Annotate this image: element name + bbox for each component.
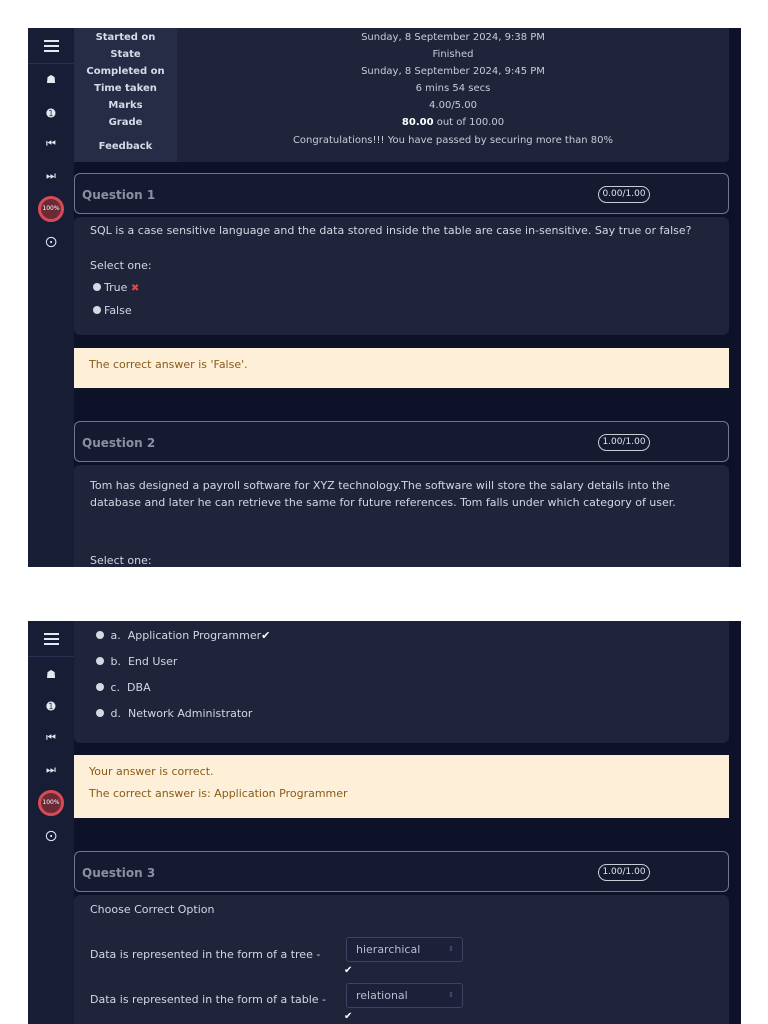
- answer-option[interactable]: a. Application Programmer✔: [96, 629, 270, 643]
- answer-select[interactable]: relational ⇕: [346, 983, 463, 1008]
- select-label: Select one:: [90, 259, 152, 272]
- progress-badge[interactable]: 100%: [38, 196, 64, 222]
- question-body: [74, 465, 729, 567]
- screenshot-top: [28, 28, 741, 567]
- select-label: Select one:: [90, 554, 152, 567]
- answer-option[interactable]: d. Network Administrator: [96, 707, 252, 721]
- radio-button[interactable]: [93, 283, 101, 291]
- question-header: [74, 421, 729, 462]
- cross-icon: ✖: [130, 283, 140, 294]
- question-text: SQL is a case sensitive language and the data stored inside the table are case in-sensitive. Say true or false?: [90, 224, 692, 237]
- answer-option[interactable]: False: [93, 304, 132, 318]
- answer-option[interactable]: b. End User: [96, 655, 177, 669]
- feedback-box: [74, 755, 729, 818]
- match-prompt: Data is represented in the form of a table -: [90, 993, 327, 1006]
- correct-answer-text: The correct answer is: Application Programmer: [89, 787, 348, 800]
- answer-select[interactable]: hierarchical ⇕: [346, 937, 463, 962]
- last-page-icon[interactable]: ⏭: [46, 763, 56, 776]
- support-icon[interactable]: ⨀: [45, 235, 57, 248]
- answer-option[interactable]: c. DBA: [96, 681, 151, 695]
- last-page-icon[interactable]: ⏭: [46, 169, 56, 182]
- feedback-box: [74, 348, 729, 388]
- screenshot-bottom: [28, 621, 741, 1024]
- check-icon: ✔: [261, 629, 271, 642]
- chevron-updown-icon: ⇕: [448, 945, 454, 953]
- check-icon: ✔: [344, 1011, 353, 1022]
- radio-button[interactable]: [93, 306, 101, 314]
- radio-button[interactable]: [96, 657, 104, 665]
- sidebar: [28, 621, 74, 1024]
- support-icon[interactable]: ⨀: [45, 829, 57, 842]
- info-icon[interactable]: ➊: [46, 700, 56, 713]
- answer-option[interactable]: True ✖: [93, 281, 139, 296]
- question-title: Question 3: [82, 866, 156, 880]
- home-icon[interactable]: ☗: [46, 668, 56, 681]
- chevron-updown-icon: ⇕: [448, 991, 454, 999]
- main-content: [74, 621, 741, 1024]
- question-body: [74, 621, 729, 743]
- result-text: Your answer is correct.: [89, 765, 214, 778]
- question-text: database and later he can retrieve the same for future references. Tom falls under which category of user.: [90, 496, 676, 509]
- progress-badge[interactable]: 100%: [38, 790, 64, 816]
- attempt-summary-table: Started on Sunday, 8 September 2024, 9:38 PM State Finished Completed on Sunday, 8 September 2024, 9:45 PM Time taken 6 mins 54 secs Marks 4.00/5.00 Grade 80.00 out of 100.00 Feedback Congratulations!!! You have passed by securing more than 80%: [74, 28, 729, 162]
- first-page-icon[interactable]: ⏮: [46, 137, 56, 150]
- match-prompt: Data is represented in the form of a tree -: [90, 948, 321, 961]
- radio-button[interactable]: [96, 709, 104, 717]
- menu-icon[interactable]: [28, 621, 74, 657]
- question-body: [74, 217, 729, 335]
- main-content: [74, 28, 741, 567]
- info-icon[interactable]: ➊: [46, 107, 56, 120]
- question-body: [74, 895, 729, 1024]
- question-text: Tom has designed a payroll software for XYZ technology.The software will store the salary details into the: [90, 479, 670, 492]
- menu-icon[interactable]: [28, 28, 74, 64]
- question-title: Question 1: [82, 188, 156, 202]
- sidebar: [28, 28, 74, 567]
- check-icon: ✔: [344, 965, 353, 976]
- radio-button[interactable]: [96, 683, 104, 691]
- radio-button[interactable]: [96, 631, 104, 639]
- question-header: [74, 851, 729, 892]
- correct-answer-text: The correct answer is 'False'.: [89, 358, 248, 371]
- question-title: Question 2: [82, 436, 156, 450]
- home-icon[interactable]: ☗: [46, 73, 56, 86]
- question-header: [74, 173, 729, 214]
- question-instruction: Choose Correct Option: [90, 903, 215, 916]
- score-badge: 1.00/1.00: [598, 434, 650, 451]
- score-badge: 0.00/1.00: [598, 186, 650, 203]
- first-page-icon[interactable]: ⏮: [46, 731, 56, 744]
- score-badge: 1.00/1.00: [598, 864, 650, 881]
